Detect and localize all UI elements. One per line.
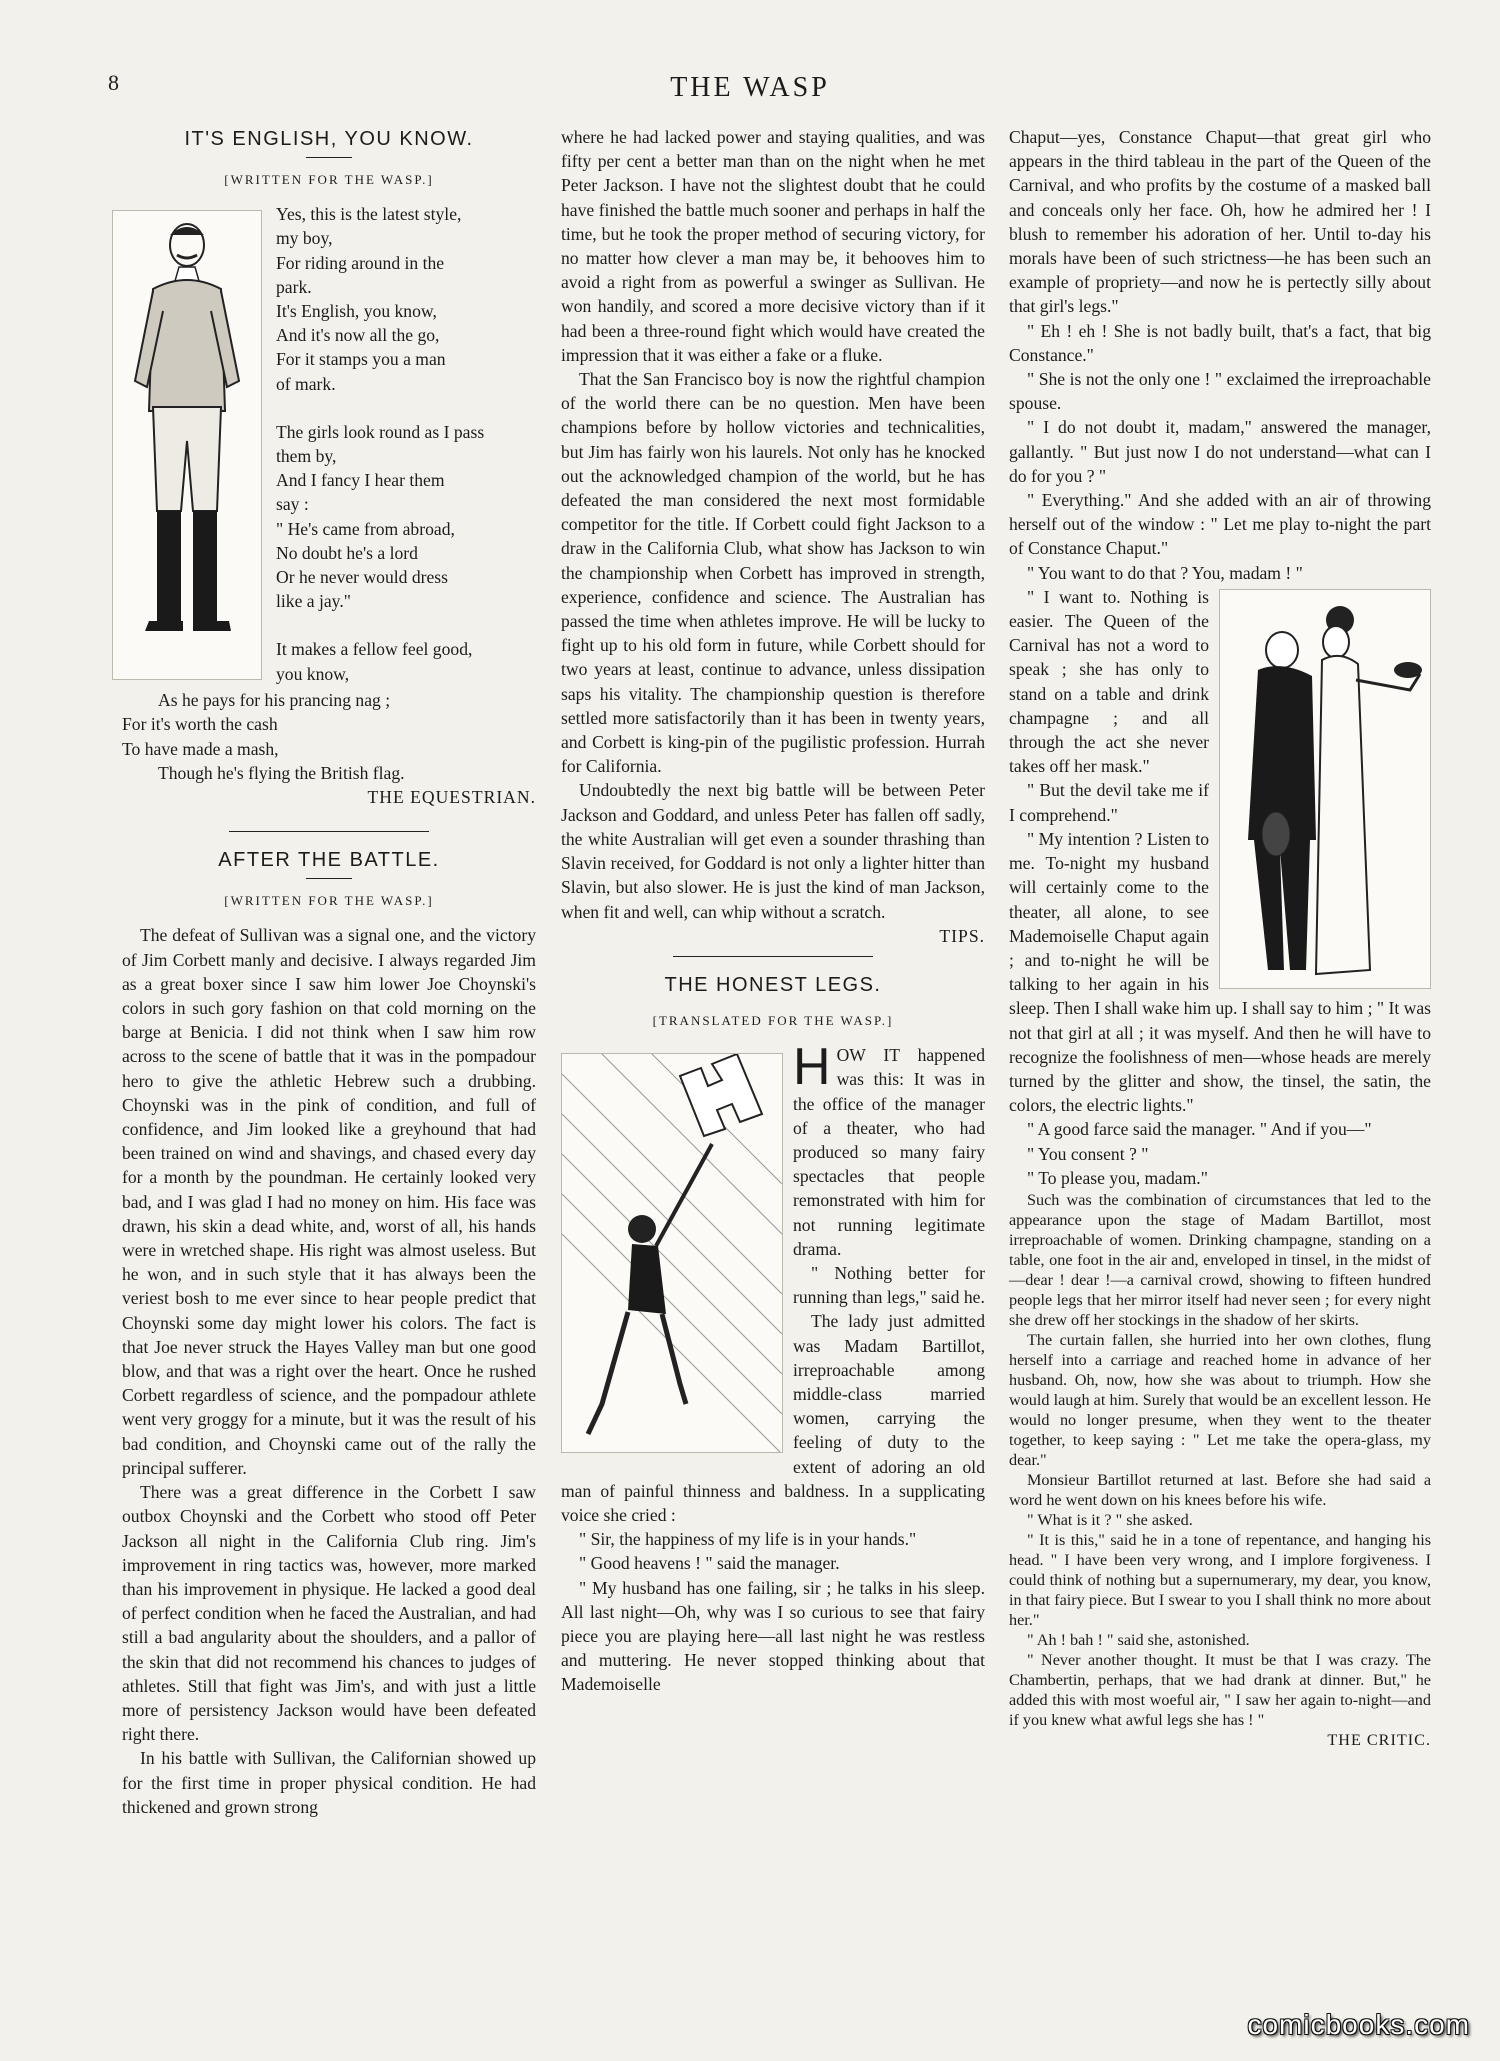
paragraph: Such was the combination of circumstances that led to the appearance upon the stage of Madam Bartillot, most irreproachable of women. Drinking champagne, standing on a table, one foot in the air and, enveloped in tinsel, in the midst of—dear ! dear !—a carnival crowd, showing to fifteen hundred people legs that her mirror itself had never seen ; for every night she drew off her stockings in the shadow of her skirts.: [1009, 1190, 1431, 1329]
paragraph: " I do not doubt it, madam," answered the manager, gallantly. " But just now I do not understand—what can I do for you ? ": [1009, 417, 1431, 486]
signature: THE EQUESTRIAN.: [367, 787, 536, 808]
paragraph: That the San Francisco boy is now the rightful champion of the world there can be no question. Men have been champions before by hollow victories and technicalities, but Jim has fairly won his laurels. Not only has he knocked out the acknowledged champion of the world, but he has defeated the man considered the next most formidable competitor for the title. If Corbett could fight Jackson to a draw in the California Club, what show has Jackson to win the championship when Corbett has improved in strength, experience, confidence and science. The Australian has passed the time when athletes improve. He will be lucky to fight up to his old form in future, while Corbett should for two years at least, continue to advance, unless dissipation saps his vitality. The championship question is therefore settled more satisfactorily than it has been in twenty years, and Corbett is king-pin of the pugilistic profession. Hurrah for California.: [561, 369, 985, 777]
article-title: AFTER THE BATTLE.: [218, 849, 440, 872]
poem-line: And it's now all the go,: [276, 325, 440, 346]
poem-line: them by,: [276, 446, 337, 467]
site-watermark: comicbooks.com: [1247, 2009, 1470, 2040]
paragraph: " Nothing better for running than legs," said he.: [793, 1262, 985, 1308]
acrobat-illustration: [561, 1053, 783, 1453]
byline: [WRITTEN FOR THE WASP.]: [224, 893, 434, 909]
paragraph: " I want to. Nothing is easier. The Queen of the Carnival has not a word to speak ; she has only to stand on a table and drink champagne ; and all through the act she never takes off her mask.": [1009, 586, 1209, 777]
column-3: [1009, 125, 1431, 1750]
poem-line: Yes, this is the latest style,: [276, 204, 462, 225]
poem-line: you know,: [276, 663, 350, 684]
equestrian-illustration: [112, 210, 262, 680]
column-2: [561, 125, 985, 1697]
section-divider: [673, 956, 873, 957]
page-number: 8: [108, 70, 119, 95]
poem-line: Or he never would dress: [276, 567, 448, 588]
article-title: IT'S ENGLISH, YOU KNOW.: [184, 128, 474, 150]
poem-ending: [122, 688, 536, 785]
poem-line: It makes a fellow feel good,: [276, 639, 473, 660]
paragraph: The lady just admitted was Madam Bartillot, irreproachable among middle-class married women, carrying the feeling of duty to the extent of adoring an old man of painful thinness and baldness. In a supplicating voice she cried :: [561, 1311, 985, 1525]
poem-line: For riding around in the: [276, 252, 445, 273]
title-rule: [306, 157, 352, 158]
paragraph: " Sir, the happiness of my life is in your hands.": [579, 1529, 917, 1550]
signature: TIPS.: [939, 925, 985, 946]
paragraph: " She is not the only one ! " exclaimed the irreproachable spouse.: [1009, 369, 1431, 414]
paragraph: " My intention ? Listen to me. To-night my husband will certainly come to the theater, all alone, to see Mademoiselle Chaput again ; and to-night he will be talking to her again in his sleep. Then I shall wake him up. I shall say to him ; " It was not that girl at all ; it was myself. And then he will have to recognize the foolishness of men—whose heads are merely turned by the glitter and show, the tinsel, the satin, the colors, the electric lights.": [1009, 828, 1431, 1116]
paragraph: In his battle with Sullivan, the Californian showed up for the first time in proper physical condition. He had thickened and grown strong: [122, 1748, 536, 1817]
poem-line: No doubt he's a lord: [276, 542, 418, 563]
paragraph: " Never another thought. It must be that I was crazy. The Chambertin, perhaps, that we had drank at dinner. But," he added this with most woeful air, " I saw her again to-night—and if you knew what awful legs she has ! ": [1009, 1650, 1431, 1729]
paragraph: Monsieur Bartillot returned at last. Before she had said a word he went down on his knees before his wife.: [1009, 1470, 1431, 1509]
paragraph: Chaput—yes, Constance Chaput—that great girl who appears in the third tableau in the part of the Queen of the Carnival, and who profits by the costume of a masked ball and conceals only her face. Oh, how he admired her ! I blush to remember his adoration of her. Until to-day his morals have been of such strictness—he has been such an example of propriety—and now he is pertectly silly about that girl's legs.": [1009, 127, 1431, 317]
tight-text-block: [1009, 1190, 1431, 1750]
poem-line: my boy,: [276, 228, 333, 249]
couple-illustration: [1219, 589, 1431, 989]
poem-line: And I fancy I hear them: [276, 470, 445, 491]
title-rule: [306, 878, 352, 879]
poem-line: " He's came from abroad,: [276, 518, 455, 539]
paragraph: " Eh ! eh ! She is not badly built, that's a fact, that big Constance.": [1009, 320, 1431, 365]
poem-line: For it stamps you a man: [276, 349, 446, 370]
article-title: THE HONEST LEGS.: [664, 973, 882, 996]
paragraph: " To please you, madam.": [1027, 1167, 1208, 1188]
gentleman-figure-drawing: [113, 211, 261, 679]
poem-line: of mark.: [276, 373, 336, 394]
paragraph: The curtain fallen, she hurried into her own clothes, flung herself into a carriage and reached home in advance of her husband. Oh, now, how she was about to triumph. How she would laugh at him. Surely that would be an excellent lesson. He would no longer presume, when they went to the theater together, to keep saying : " Let me take the opera-glass, my dear.": [1009, 1330, 1431, 1469]
masthead: THE WASP: [670, 72, 830, 103]
paragraph: Undoubtedly the next big battle will be between Peter Jackson and Goddard, and unless Peter has fallen off sadly, the white Australian will get even a sounder thrashing than Slavin received, for Goddard is not only a lighter hitter than Slavin, but also slower. He is just the kind of man Jackson, when fit and well, can whip without a scratch.: [561, 780, 985, 922]
paragraph: The defeat of Sullivan was a signal one, and the victory of Jim Corbett manly and decisive. I always regarded Jim as a great boxer since I saw him lower Joe Choynski's colors in such gory fashion on that cold morning on the barge at Benicia. I did not think when I saw him row across to the scene of battle that it was in the pompadour hero to give the athletic Hebrew such a drubbing. Choynski was in the pink of condition, and full of confidence, and Jim looked like a greyhound that had been trained on wind and shavings, and chased every day for a month by the poundman. He certainly looked very bad, and I was glad I had no money on him. His face was drawn, his skin a dead white, and, worst of all, his hands were in wretched shape. His right was almost useless. But he won, and in such style that it has always been the veriest bosh to me ever since to hear people predict that Choynski some day might lower his colors. The fact is that Joe never struck the Hayes Valley man but one good blow, and that was a right over the heart. Once he rushed Corbett regardless of science, and the pompadour athlete went very groggy for a minute, but it was the result of his bad condition, and Choynski came out of the rally the principal sufferer.: [122, 925, 536, 1478]
paragraph: There was a great difference in the Corbett I saw outbox Choynski and the Corbett who stood off Peter Jackson all night in the California Club ring. Jim's improvement in ring tactics was, however, more marked than his improvement in physique. He lacked a good deal of perfect condition when he faced the Australian, and had still a bad angularity about the shoulders, and a pallor of the skin that did not recommend his chances to judges of athletes. Still that fight was Jim's, and with just a little more of persistency Jackson would have been defeated right there.: [122, 1482, 536, 1745]
paragraph: where he had lacked power and staying qualities, and was fifty per cent a better man than on the night when he met Peter Jackson. I have not the slightest doubt that he could have finished the battle much sooner and perhaps in half the time, but he took the proper method of securing victory, for no matter how clever a man may be, it behooves him to avoid a right from as powerful a swinger as Sullivan. He won handily, and scored a more decisive victory than if it had been a three-round fight which would have created the impression that it was either a fake or a fluke.: [561, 127, 985, 365]
poem-line: It's English, you know,: [276, 301, 437, 322]
poem-line: Though he's flying the British flag.: [158, 762, 405, 783]
column-1: [122, 125, 536, 1819]
paragraph: " You consent ? ": [1027, 1143, 1149, 1164]
paragraph: " You want to do that ? You, madam ! ": [1027, 562, 1303, 583]
poem-line: like a jay.": [276, 591, 351, 612]
poem-line: say :: [276, 494, 309, 515]
paragraph: " A good farce said the manager. " And if you—": [1027, 1119, 1372, 1140]
paragraph: " What is it ? " she asked.: [1027, 1510, 1193, 1529]
poem-line: As he pays for his prancing nag ;: [158, 690, 391, 711]
poem-line: To have made a mash,: [122, 738, 279, 759]
poem-line: The girls look round as I pass: [276, 421, 485, 442]
poem-line: park.: [276, 276, 312, 297]
paragraph: " But the devil take me if I comprehend.": [1009, 780, 1209, 825]
drop-cap: H: [793, 1038, 831, 1097]
paragraph: " Ah ! bah ! " said she, astonished.: [1027, 1630, 1250, 1649]
paragraph: " Everything." And she added with an air of throwing herself out of the window : " Let me play to-night the part of Constance Chaput.": [1009, 490, 1431, 559]
paragraph: " Good heavens ! " said the manager.: [579, 1553, 840, 1574]
section-divider: [229, 831, 429, 832]
byline: [TRANSLATED FOR THE WASP.]: [652, 1012, 894, 1028]
paragraph: " It is this," said he in a tone of repentance, and hanging his head. " I have been very wrong, and I implore forgiveness. I could think of nothing but a supernumerary, my dear, you know, in that fairy piece. But I swear to you I shall think no more about her.": [1009, 1530, 1431, 1629]
signature: THE CRITIC.: [1327, 1730, 1431, 1749]
byline: [WRITTEN FOR THE WASP.]: [224, 172, 434, 187]
dancer-with-letter-drawing: [562, 1054, 782, 1452]
poem-line: For it's worth the cash: [122, 714, 278, 735]
paragraph: " My husband has one failing, sir ; he talks in his sleep. All last night—Oh, why was I so curious to see that fairy piece you are playing here—all last night he was restless and muttering. He never stopped thinking about that Mademoiselle: [561, 1577, 985, 1695]
old-man-and-lady-drawing: [1220, 590, 1430, 988]
paragraph: OW IT happened was this: It was in the office of the manager of a theater, who had produced so many fairy spectacles that people remonstrated with him for not running legitimate drama.: [793, 1045, 985, 1259]
